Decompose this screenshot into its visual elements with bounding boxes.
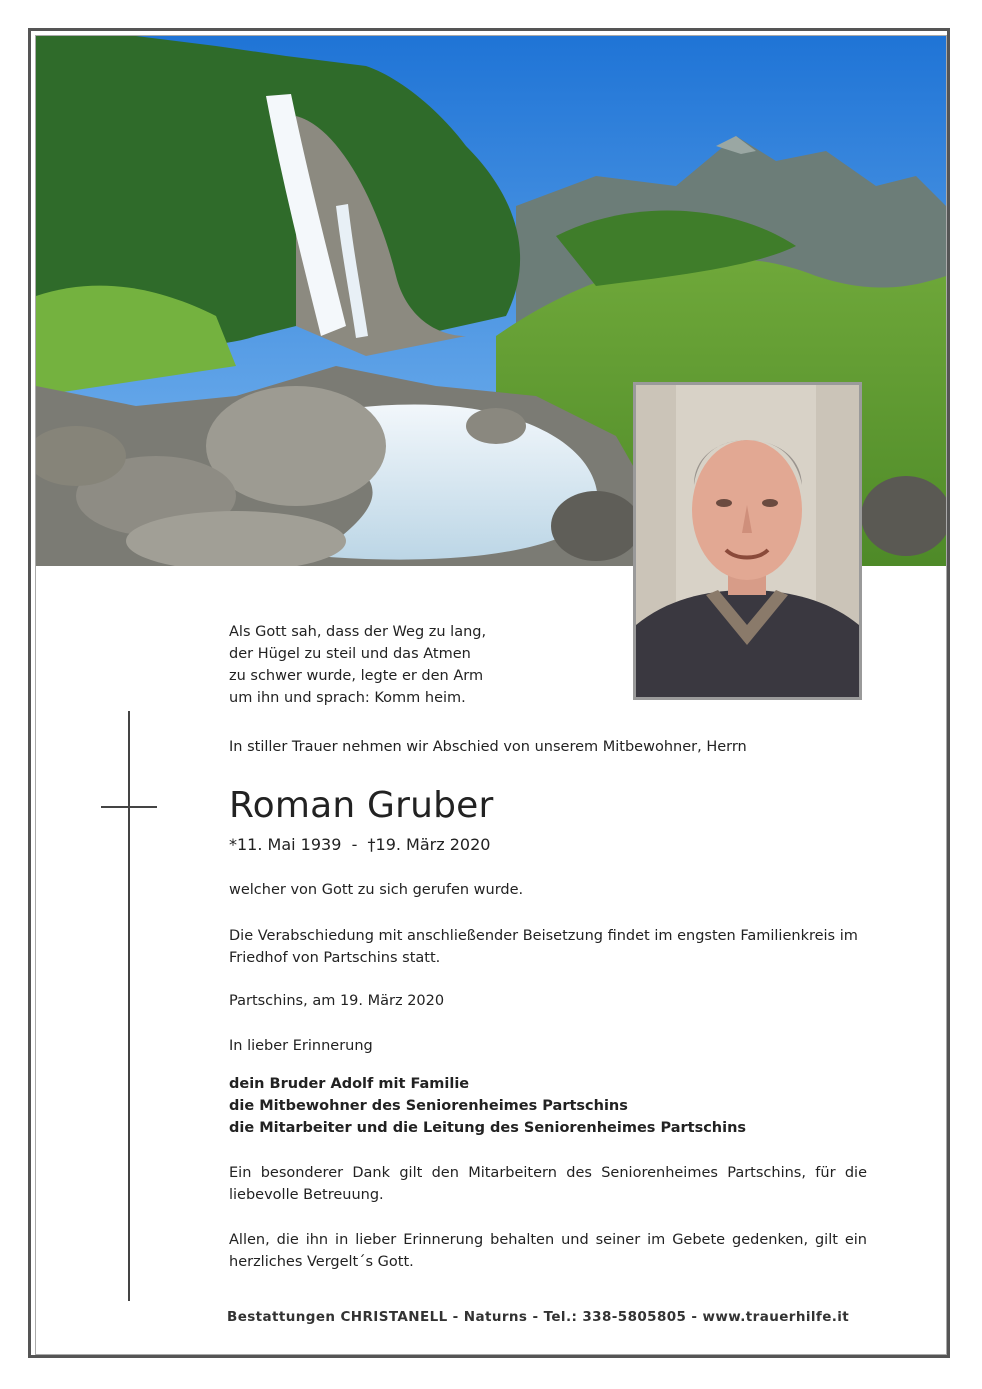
deceased-name: Roman Gruber: [229, 785, 494, 826]
poem: [229, 621, 529, 709]
portrait-photo: [633, 382, 862, 700]
thanks-text: Ein besonderer Dank gilt den Mitarbeitern des Seniorenheimes Partschins, für die liebevolle Betreuung.: [229, 1165, 867, 1203]
poem-line: der Hügel zu steil und das Atmen: [229, 646, 471, 662]
footer-funeral-home: Bestattungen CHRISTANELL - Naturns - Tel.: 338-5805805 - www.trauerhilfe.it: [227, 1309, 850, 1325]
mourner-item: dein Bruder Adolf mit Familie: [229, 1076, 470, 1092]
closing-text: Allen, die ihn in lieber Erinnerung behalten und seiner im Gebete gedenken, gilt ein herzliches Vergelt´s Gott.: [229, 1232, 867, 1270]
mourner-item: die Mitbewohner des Seniorenheimes Partschins: [229, 1098, 628, 1114]
poem-line: zu schwer wurde, legte er den Arm: [229, 668, 484, 684]
place-date-text: Partschins, am 19. März 2020: [229, 993, 445, 1009]
ceremony-text: Die Verabschiedung mit anschließender Beisetzung findet im engsten Familienkreis im Friedhof von Partschins statt.: [229, 928, 858, 966]
cross-icon: [128, 711, 130, 1301]
intro-text: In stiller Trauer nehmen wir Abschied von unserem Mitbewohner, Herrn: [229, 739, 747, 755]
poem-line: Als Gott sah, dass der Weg zu lang,: [229, 624, 487, 640]
memory-text: In lieber Erinnerung: [229, 1038, 373, 1054]
cross-icon-bar: [101, 806, 157, 808]
called-text: welcher von Gott zu sich gerufen wurde.: [229, 882, 524, 898]
mourner-item: die Mitarbeiter und die Leitung des Seniorenheimes Partschins: [229, 1120, 747, 1136]
mourners-list: [229, 1073, 869, 1139]
poem-line: um ihn und sprach: Komm heim.: [229, 690, 466, 706]
deceased-dates: *11. Mai 1939 - †19. März 2020: [229, 835, 491, 854]
